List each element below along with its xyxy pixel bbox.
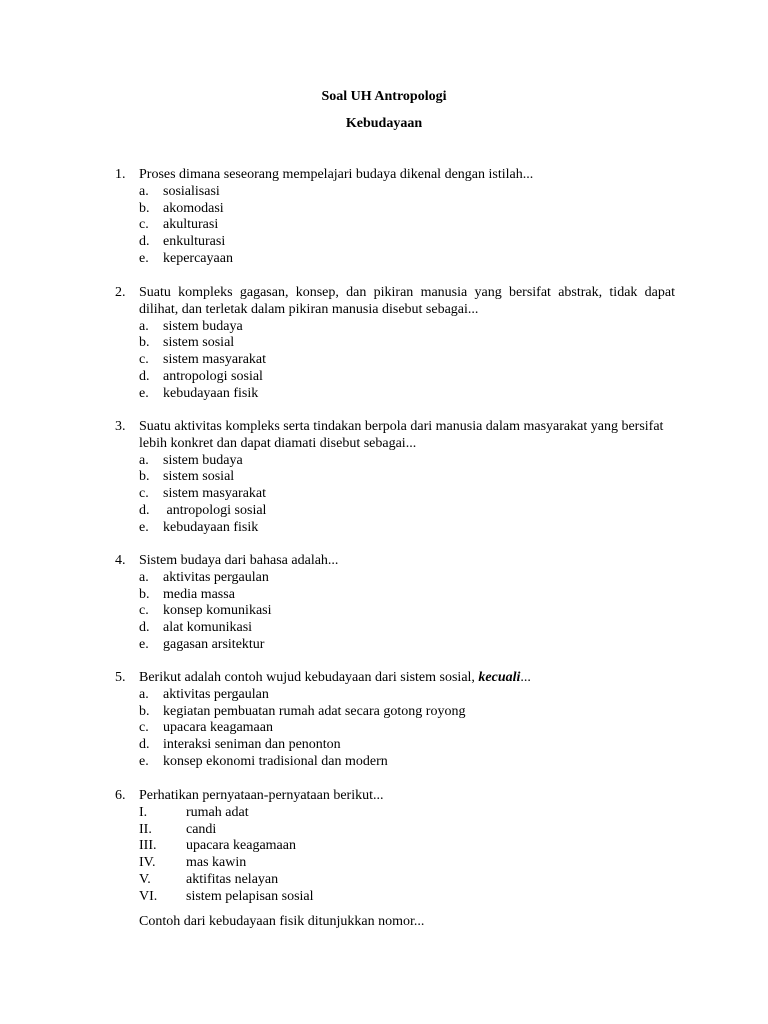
option-e: [139, 637, 675, 654]
option-a: [139, 184, 675, 201]
option-d: [139, 737, 675, 754]
option-letter: e.: [139, 385, 149, 401]
option-text: sistem masyarakat: [163, 352, 267, 368]
option-letter: b.: [139, 469, 150, 485]
option-text: upacara keagamaan: [163, 720, 273, 736]
option-letter: a.: [139, 686, 149, 702]
question-followup: Contoh dari kebudayaan fisik ditunjukkan nomor...: [139, 913, 425, 929]
option-d: [139, 234, 675, 251]
option-text: interaksi seniman dan penonton: [163, 737, 341, 753]
option-a: [139, 453, 675, 470]
option-letter: a.: [139, 318, 149, 334]
option-list: [139, 687, 675, 771]
option-text: aktivitas pergaulan: [163, 686, 269, 702]
option-text: aktivitas pergaulan: [163, 569, 269, 585]
option-letter: d.: [139, 502, 150, 518]
option-text: sosialisasi: [163, 183, 220, 199]
option-c: [139, 352, 675, 369]
statement-text: candi: [186, 821, 217, 837]
question-2: [115, 285, 675, 403]
question-number: 5.: [115, 670, 126, 685]
option-letter: a.: [139, 452, 149, 468]
document-subtitle: Kebudayaan: [345, 116, 423, 131]
option-b: [139, 704, 675, 721]
option-letter: c.: [139, 603, 149, 619]
question-text: [139, 670, 675, 687]
option-list: [139, 184, 675, 268]
option-list: [139, 453, 675, 537]
option-letter: e.: [139, 636, 149, 652]
option-text: sistem masyarakat: [163, 486, 267, 502]
option-text: kegiatan pembuatan rumah adat secara gotong royong: [163, 703, 466, 719]
statement-text: upacara keagamaan: [186, 838, 296, 854]
option-d: [139, 503, 675, 520]
option-c: [139, 720, 675, 737]
statement-text: mas kawin: [186, 855, 247, 871]
statement-vi: [139, 889, 675, 906]
option-d: [139, 369, 675, 386]
option-text: media massa: [163, 586, 235, 602]
statement-numeral: II.: [139, 821, 152, 837]
question-3: [115, 419, 675, 537]
question-text: Sistem budaya dari bahasa adalah...: [139, 553, 339, 568]
option-text: antropologi sosial: [163, 368, 263, 384]
question-text: Suatu kompleks gagasan, konsep, dan pikiran manusia yang bersifat abstrak, tidak dapat dilihat, dan terletak dalam pikiran manusia disebut sebagai...: [139, 285, 675, 317]
option-b: [139, 201, 675, 218]
question-1: [115, 167, 675, 268]
statement-numeral: VI.: [139, 888, 158, 904]
option-text: akomodasi: [163, 200, 224, 216]
statement-numeral: III.: [139, 838, 157, 854]
option-e: [139, 251, 675, 268]
option-letter: a.: [139, 183, 149, 199]
statement-ii: [139, 822, 675, 839]
question-6: [115, 788, 675, 930]
option-d: [139, 620, 675, 637]
question-number: 6.: [115, 788, 126, 803]
option-text: kebudayaan fisik: [163, 385, 259, 401]
option-e: [139, 754, 675, 771]
question-text: Perhatikan pernyataan-pernyataan berikut...: [139, 788, 384, 803]
option-text: kepercayaan: [163, 250, 233, 266]
option-letter: c.: [139, 486, 149, 502]
statement-text: rumah adat: [186, 804, 249, 820]
question-number: 1.: [115, 167, 126, 182]
option-b: [139, 335, 675, 352]
question-text-after: ...: [520, 670, 531, 685]
option-letter: a.: [139, 569, 149, 585]
question-5: [115, 670, 675, 771]
option-text: enkulturasi: [163, 234, 226, 250]
option-letter: b.: [139, 703, 150, 719]
question-text: Proses dimana seseorang mempelajari budaya dikenal dengan istilah...: [139, 167, 534, 182]
option-text: antropologi sosial: [163, 502, 267, 518]
statement-numeral: V.: [139, 871, 151, 887]
option-letter: d.: [139, 368, 150, 384]
option-letter: c.: [139, 720, 149, 736]
question-text: Suatu aktivitas kompleks serta tindakan berpola dari manusia dalam masyarakat yang bersifat lebih konkret dan dapat diamati disebut sebagai...: [139, 419, 664, 451]
option-text: sistem budaya: [163, 318, 243, 334]
option-a: [139, 687, 675, 704]
question-number: 4.: [115, 553, 126, 568]
option-letter: b.: [139, 200, 150, 216]
option-letter: e.: [139, 753, 149, 769]
option-text: konsep ekonomi tradisional dan modern: [163, 753, 388, 769]
question-text-before: Berikut adalah contoh wujud kebudayaan dari sistem sosial,: [139, 670, 479, 685]
option-b: [139, 469, 675, 486]
option-letter: e.: [139, 250, 149, 266]
option-text: alat komunikasi: [163, 620, 253, 636]
option-e: [139, 520, 675, 537]
option-letter: b.: [139, 586, 150, 602]
statement-list: [139, 805, 675, 906]
option-letter: e.: [139, 519, 149, 535]
option-text: konsep komunikasi: [163, 603, 272, 619]
option-b: [139, 587, 675, 604]
option-c: [139, 603, 675, 620]
option-a: [139, 570, 675, 587]
option-text: sistem sosial: [163, 335, 235, 351]
option-c: [139, 486, 675, 503]
option-letter: c.: [139, 352, 149, 368]
option-list: [139, 570, 675, 654]
statement-numeral: IV.: [139, 855, 156, 871]
option-letter: b.: [139, 335, 150, 351]
statement-i: [139, 805, 675, 822]
option-letter: d.: [139, 620, 150, 636]
option-text: sistem budaya: [163, 452, 243, 468]
statement-text: aktifitas nelayan: [186, 871, 279, 887]
statement-iii: [139, 838, 675, 855]
option-e: [139, 386, 675, 403]
statement-iv: [139, 855, 675, 872]
question-4: [115, 553, 675, 654]
option-c: [139, 217, 675, 234]
option-text: sistem sosial: [163, 469, 235, 485]
statement-text: sistem pelapisan sosial: [186, 888, 314, 904]
question-emphasis: kecuali: [478, 670, 521, 685]
option-text: akulturasi: [163, 217, 219, 233]
question-number: 2.: [115, 285, 126, 300]
option-text: kebudayaan fisik: [163, 519, 259, 535]
option-letter: c.: [139, 217, 149, 233]
statement-numeral: I.: [139, 804, 148, 820]
option-letter: d.: [139, 737, 150, 753]
document-title: Soal UH Antropologi: [321, 89, 447, 104]
option-letter: d.: [139, 234, 150, 250]
question-number: 3.: [115, 419, 126, 434]
option-text: gagasan arsitektur: [163, 636, 265, 652]
option-a: [139, 319, 675, 336]
statement-v: [139, 872, 675, 889]
option-list: [139, 319, 675, 403]
